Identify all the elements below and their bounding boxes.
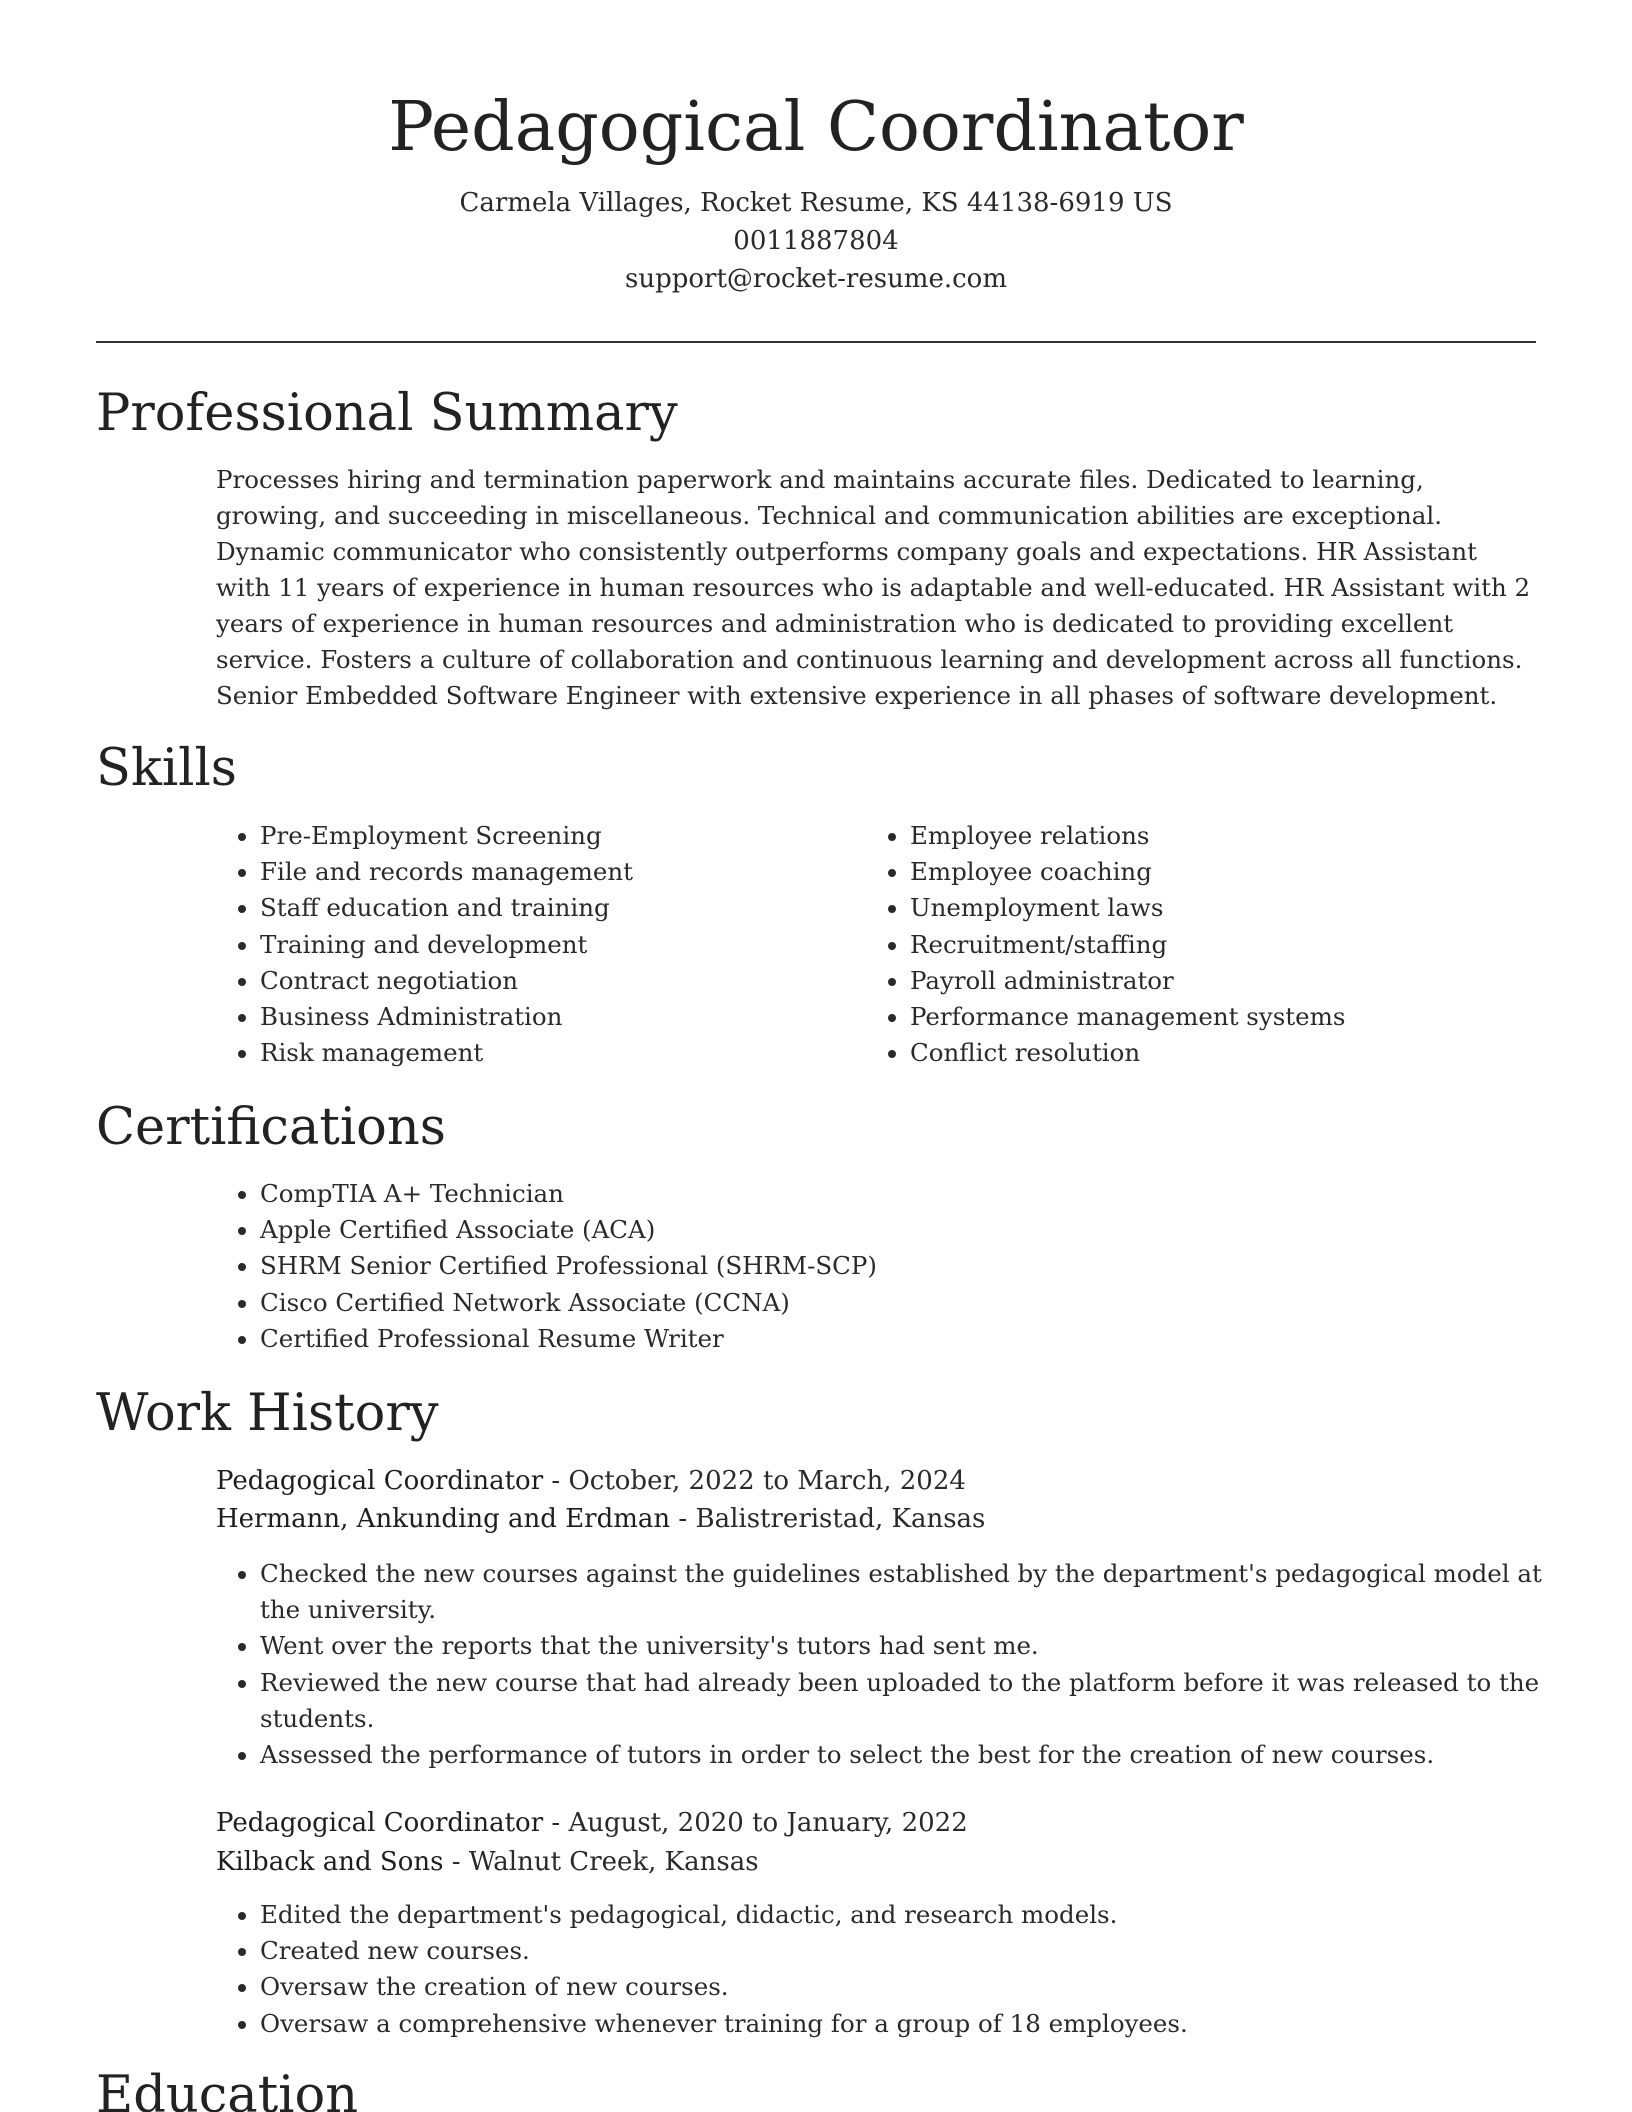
- job-1-dates: - October, 2022 to March, 2024: [551, 1466, 966, 1496]
- job-1-bullets: [216, 1556, 1570, 1773]
- skills-list-left: [216, 818, 820, 1071]
- job-2-role: Pedagogical Coordinator: [216, 1808, 544, 1838]
- resume-header: [0, 78, 1632, 298]
- skill-item: • Contract negotiation: [260, 963, 820, 999]
- job-2-dates: - August, 2020 to January, 2022: [551, 1808, 968, 1838]
- job-bullet: • Assessed the performance of tutors in order to select the best for the creation of new courses.: [260, 1737, 1570, 1773]
- certification-item: • SHRM Senior Certified Professional (SHRM-SCP): [260, 1248, 1580, 1284]
- skill-item: • Conflict resolution: [910, 1035, 1580, 1071]
- skill-item: • Employee relations: [910, 818, 1580, 854]
- header-divider: [96, 341, 1536, 343]
- skill-item: • Performance management systems: [910, 999, 1580, 1035]
- contact-phone: 0011887804: [733, 226, 899, 256]
- job-bullet: • Oversaw the creation of new courses.: [260, 1969, 1570, 2005]
- summary-text: Processes hiring and termination paperwork and maintains accurate files. Dedicated to learning, growing, and succeeding in miscellaneous. Technical and communication abilities are exceptional. Dynamic communicator who consistently outperforms company goals and expectations. HR Assistant with 11 years of experience in human resources who is adaptable and well-educated. HR Assistant with 2 years of experience in human resources and administration who is dedicated to providing excellent service. Fosters a culture of collaboration and continuous learning and development across all functions. Senior Embedded Software Engineer with extensive experience in all phases of software development.: [216, 465, 1531, 710]
- skill-item: • File and records management: [260, 854, 820, 890]
- skill-item: • Unemployment laws: [910, 890, 1580, 926]
- skills-list-right: [866, 818, 1580, 1071]
- job-bullet: • Edited the department's pedagogical, didactic, and research models.: [260, 1897, 1570, 1933]
- skill-item: • Staff education and training: [260, 890, 820, 926]
- job-2-bullets: [216, 1897, 1570, 2042]
- skill-item: • Training and development: [260, 927, 820, 963]
- job-1-title-line: [216, 1462, 966, 1500]
- education-heading: Education: [96, 2066, 359, 2112]
- summary-heading: Professional Summary: [96, 384, 678, 443]
- job-1-role: Pedagogical Coordinator: [216, 1466, 544, 1496]
- candidate-name: Pedagogical Coordinator: [388, 88, 1244, 167]
- job-1-company: Hermann, Ankunding and Erdman: [216, 1504, 671, 1534]
- job-bullet: • Went over the reports that the university's tutors had sent me.: [260, 1628, 1570, 1664]
- skill-item: • Recruitment/staffing: [910, 927, 1580, 963]
- skill-item: • Pre-Employment Screening: [260, 818, 820, 854]
- job-bullet: • Oversaw a comprehensive whenever training for a group of 18 employees.: [260, 2006, 1570, 2042]
- skill-item: • Business Administration: [260, 999, 820, 1035]
- skill-item: • Risk management: [260, 1035, 820, 1071]
- skill-item: • Employee coaching: [910, 854, 1580, 890]
- skill-item: • Payroll administrator: [910, 963, 1580, 999]
- certifications-heading: Certifications: [96, 1098, 446, 1157]
- certification-item: • Cisco Certified Network Associate (CCNA): [260, 1285, 1580, 1321]
- skills-heading: Skills: [96, 739, 237, 798]
- work-history-heading: Work History: [96, 1384, 439, 1443]
- job-1-location: - Balistreristad, Kansas: [678, 1504, 986, 1534]
- job-2-location: - Walnut Creek, Kansas: [451, 1847, 759, 1877]
- job-bullet: • Reviewed the new course that had already been uploaded to the platform before it was released to the students.: [260, 1665, 1570, 1737]
- job-2-title-line: [216, 1804, 968, 1842]
- job-bullet: • Checked the new courses against the guidelines established by the department's pedagogical model at the university.: [260, 1556, 1570, 1628]
- contact-email: support@rocket-resume.com: [624, 264, 1007, 294]
- job-2-company-line: [216, 1843, 759, 1881]
- certification-item: • CompTIA A+ Technician: [260, 1176, 1580, 1212]
- certification-item: • Apple Certified Associate (ACA): [260, 1212, 1580, 1248]
- certification-item: • Certified Professional Resume Writer: [260, 1321, 1580, 1357]
- job-1-company-line: [216, 1500, 985, 1538]
- certifications-list: [216, 1176, 1580, 1357]
- contact-address: Carmela Villages, Rocket Resume, KS 44138-6919 US: [459, 188, 1173, 218]
- job-2-company: Kilback and Sons: [216, 1847, 444, 1877]
- job-bullet: • Created new courses.: [260, 1933, 1570, 1969]
